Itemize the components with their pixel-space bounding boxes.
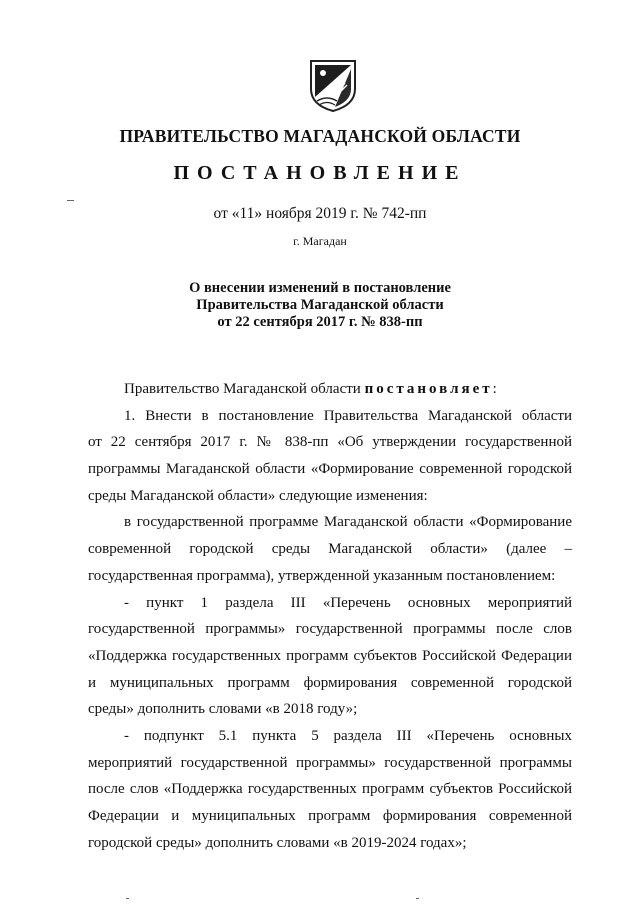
body-line: программы Магаданской области «Формирование современной городской [88,461,572,478]
scan-artifact [416,898,419,899]
body-line: среды» дополнить словами «в 2018 году»; [88,701,358,718]
preamble-colon: : [492,381,497,397]
body-line: 1. Внести в постановление Правительства Магаданской области [124,407,572,424]
body-line: государственная программа), утвержденной указанным постановлением: [88,567,556,584]
body-line: - подпункт 5.1 пункта 5 раздела III «Перечень основных [124,727,572,744]
document-type: ПОСТАНОВЛЕНИЕ [173,162,467,184]
subject-line: О внесении изменений в постановление [189,280,451,296]
body-line: городской среды» дополнить словами «в 2019-2024 годах»; [88,834,467,851]
body-line: после слов «Поддержка государственных программ субъектов Российской [88,781,572,798]
scan-artifact [126,898,129,899]
document-body [88,376,572,856]
preamble [88,376,572,403]
preamble-text: Правительство Магаданской области [124,381,361,397]
body-line: от 22 сентября 2017 г. № 838-пп «Об утверждении государственной [88,434,572,451]
body-line: в государственной программе Магаданской области «Формирование [124,514,572,531]
body-line: мероприятий государственной программы» государственной программы [88,754,572,771]
coat-of-arms-emblem [307,57,359,113]
subject-line: от 22 сентября 2017 г. № 838-пп [217,314,423,330]
body-line: «Поддержка государственных программ субъектов Российской Федерации [88,647,572,664]
document-date-number: от «11» ноября 2019 г. № 742-пп [213,205,427,222]
scan-artifact [67,200,74,201]
body-line: среды Магаданской области» следующие изменения: [88,487,428,504]
preamble-verb: постановляет [364,381,493,397]
body-line: и муниципальных программ формирования современной городской [88,674,572,691]
body-line: Федерации и муниципальных программ формирования современной [88,808,572,824]
body-line: современной городской среды Магаданской области» (далее – [88,541,572,558]
government-name: ПРАВИТЕЛЬСТВО МАГАДАНСКОЙ ОБЛАСТИ [119,126,521,146]
document-subject [0,280,640,331]
body-line: - пункт 1 раздела III «Перечень основных мероприятий [124,594,572,611]
subject-line: Правительства Магаданской области [196,297,444,313]
body-line: государственной программы» государственной программы после слов [88,621,572,638]
document-city: г. Магадан [293,234,347,248]
